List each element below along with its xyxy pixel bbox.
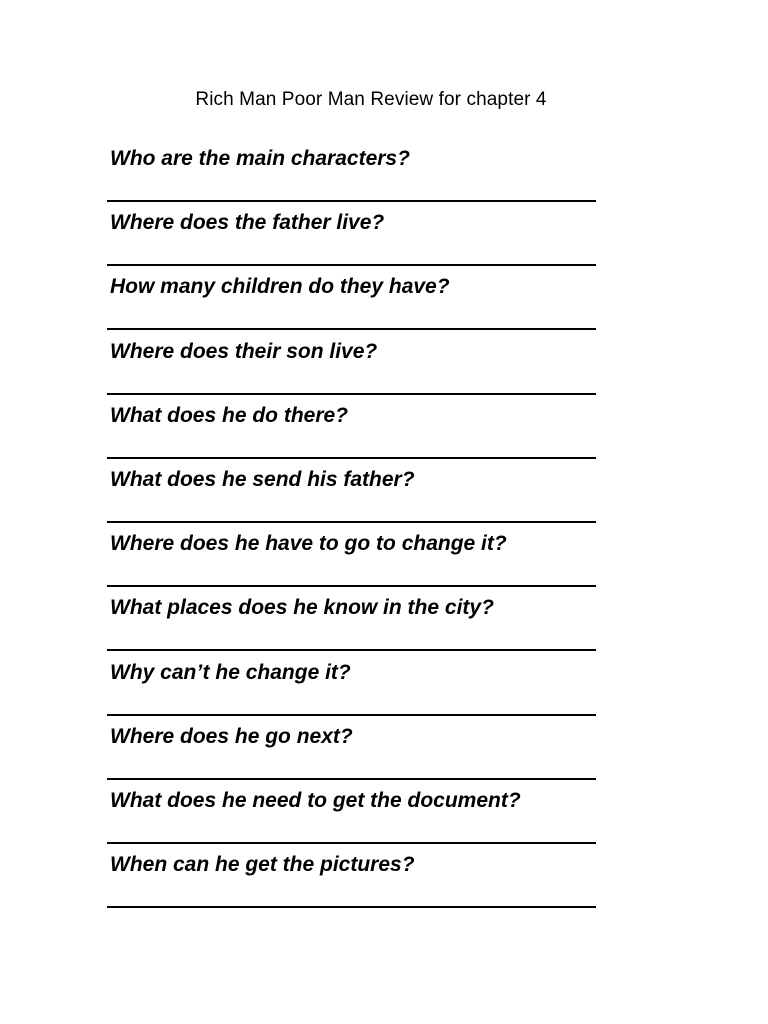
question-list <box>110 145 600 915</box>
answer-line[interactable] <box>107 457 596 459</box>
question-text: What does he send his father? <box>110 467 415 491</box>
question-item <box>110 723 600 787</box>
question-item <box>110 209 600 273</box>
answer-line[interactable] <box>107 328 596 330</box>
answer-line[interactable] <box>107 585 596 587</box>
question-text: What does he do there? <box>110 403 349 427</box>
question-text: Where does he have to go to change it? <box>110 532 507 556</box>
answer-line[interactable] <box>107 906 596 908</box>
question-text: Who are the main characters? <box>110 147 410 170</box>
question-text: What does he need to get the document? <box>110 788 521 812</box>
question-item <box>110 594 600 658</box>
answer-line[interactable] <box>107 521 596 523</box>
question-item <box>110 145 600 209</box>
answer-line[interactable] <box>107 200 596 202</box>
question-item <box>110 402 600 466</box>
question-item <box>110 659 600 723</box>
question-text: When can he get the pictures? <box>110 853 415 877</box>
question-item <box>110 787 600 851</box>
answer-line[interactable] <box>107 649 596 651</box>
answer-line[interactable] <box>107 714 596 716</box>
answer-line[interactable] <box>107 393 596 395</box>
question-item <box>110 273 600 337</box>
question-item <box>110 338 600 402</box>
question-item <box>110 530 600 594</box>
question-text: How many children do they have? <box>110 275 450 299</box>
answer-line[interactable] <box>107 264 596 266</box>
question-text: Where does he go next? <box>110 724 353 748</box>
question-item <box>110 851 600 915</box>
answer-line[interactable] <box>107 778 596 780</box>
question-text: Where does their son live? <box>110 339 378 363</box>
worksheet-title: Rich Man Poor Man Review for chapter 4 <box>195 89 547 110</box>
question-item <box>110 466 600 530</box>
answer-line[interactable] <box>107 842 596 844</box>
question-text: Where does the father live? <box>110 211 385 235</box>
question-text: Why can’t he change it? <box>110 660 351 684</box>
question-text: What places does he know in the city? <box>110 596 494 620</box>
